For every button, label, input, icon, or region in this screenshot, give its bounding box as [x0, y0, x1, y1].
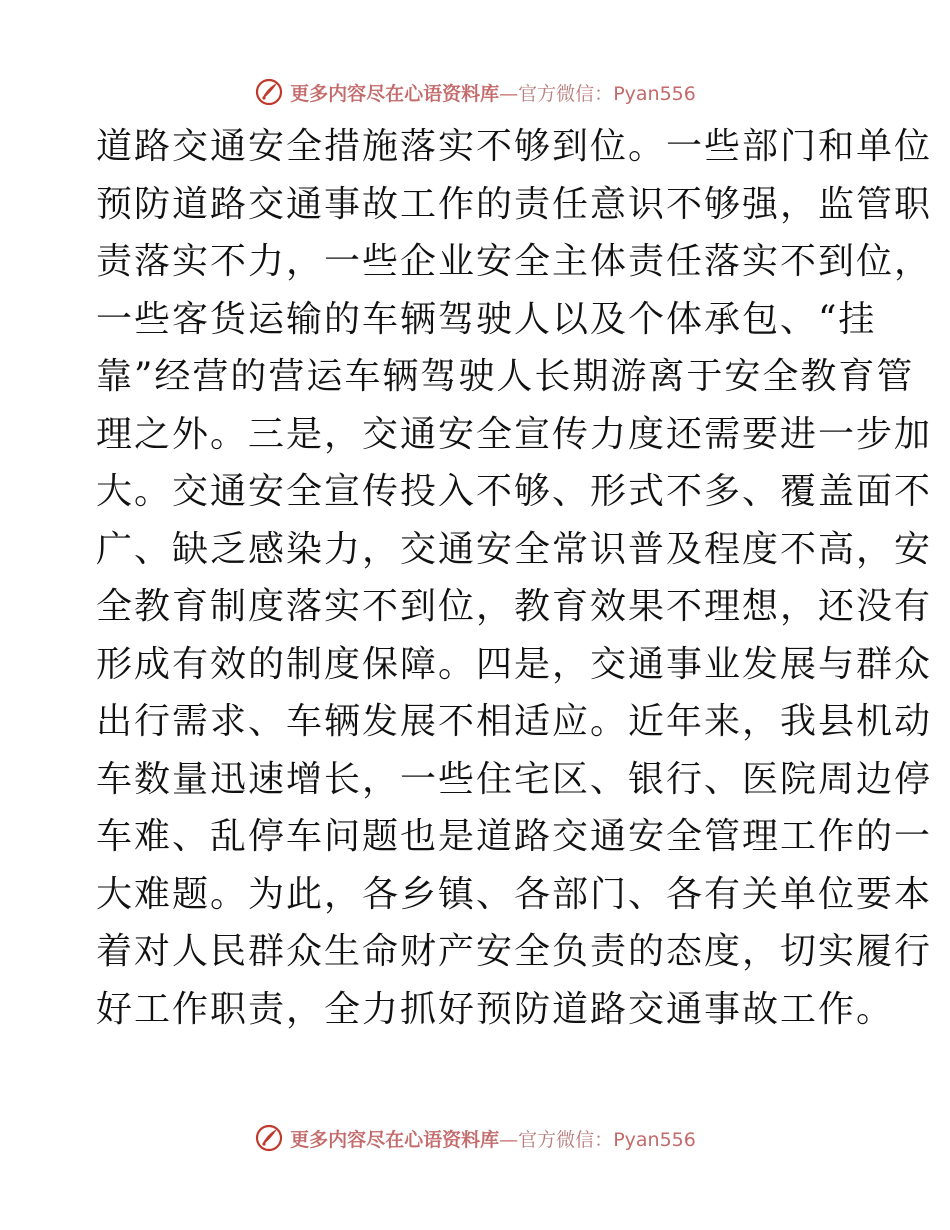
- body-line: 理之外。三是，交通安全宣传力度还需要进一步加: [96, 413, 933, 455]
- quill-seal-icon: [254, 1123, 284, 1153]
- body-line: 道路交通安全措施落实不够到位。一些部门和单位: [96, 126, 933, 167]
- body-line: 出行需求、车辆发展不相适应。近年来，我县机动: [96, 701, 933, 742]
- watermark-brand: 更多内容尽在心语资料库: [290, 82, 500, 105]
- body-line: 车数量迅速增长，一些住宅区、银行、医院周边停: [96, 758, 933, 800]
- body-line: 好工作职责，全力抓好预防道路交通事故工作。: [96, 988, 895, 1030]
- watermark-official-label: 官方微信：: [518, 1128, 614, 1151]
- watermark-text: [290, 79, 696, 106]
- watermark-brand: 更多内容尽在心语资料库: [290, 1128, 500, 1151]
- footer-watermark: [0, 1118, 950, 1158]
- body-line: 责落实不力，一些企业安全主体责任落实不到位，: [96, 241, 933, 282]
- body-line: 车难、乱停车问题也是道路交通安全管理工作的一: [96, 816, 933, 857]
- body-line: 形成有效的制度保障。四是，交通事业发展与群众: [96, 643, 933, 685]
- body-line: 大。交通安全宣传投入不够、形式不多、覆盖面不: [96, 471, 933, 512]
- body-line: 靠”经营的营运车辆驾驶人长期游离于安全教育管: [96, 356, 915, 397]
- body-line: 广、缺乏感染力，交通安全常识普及程度不高，安: [96, 528, 933, 570]
- body-line: 全教育制度落实不到位，教育效果不理想，还没有: [96, 586, 933, 627]
- watermark-handle: Pyan556: [613, 82, 696, 105]
- body-line: 一些客货运输的车辆驾驶人以及个体承包、“挂: [96, 298, 877, 340]
- watermark-handle: Pyan556: [613, 1128, 696, 1151]
- watermark-separator: —: [499, 82, 519, 105]
- watermark-separator: —: [499, 1128, 519, 1151]
- body-line: 大难题。为此，各乡镇、各部门、各有关单位要本: [96, 873, 933, 915]
- watermark-official-label: 官方微信：: [518, 82, 614, 105]
- body-line: 预防道路交通事故工作的责任意识不够强，监管职: [96, 183, 933, 225]
- header-watermark: [0, 72, 950, 112]
- document-body: [96, 118, 933, 1038]
- quill-seal-icon: [254, 77, 284, 107]
- watermark-text: [290, 1125, 696, 1152]
- body-line: 着对人民群众生命财产安全负责的态度，切实履行: [96, 931, 933, 972]
